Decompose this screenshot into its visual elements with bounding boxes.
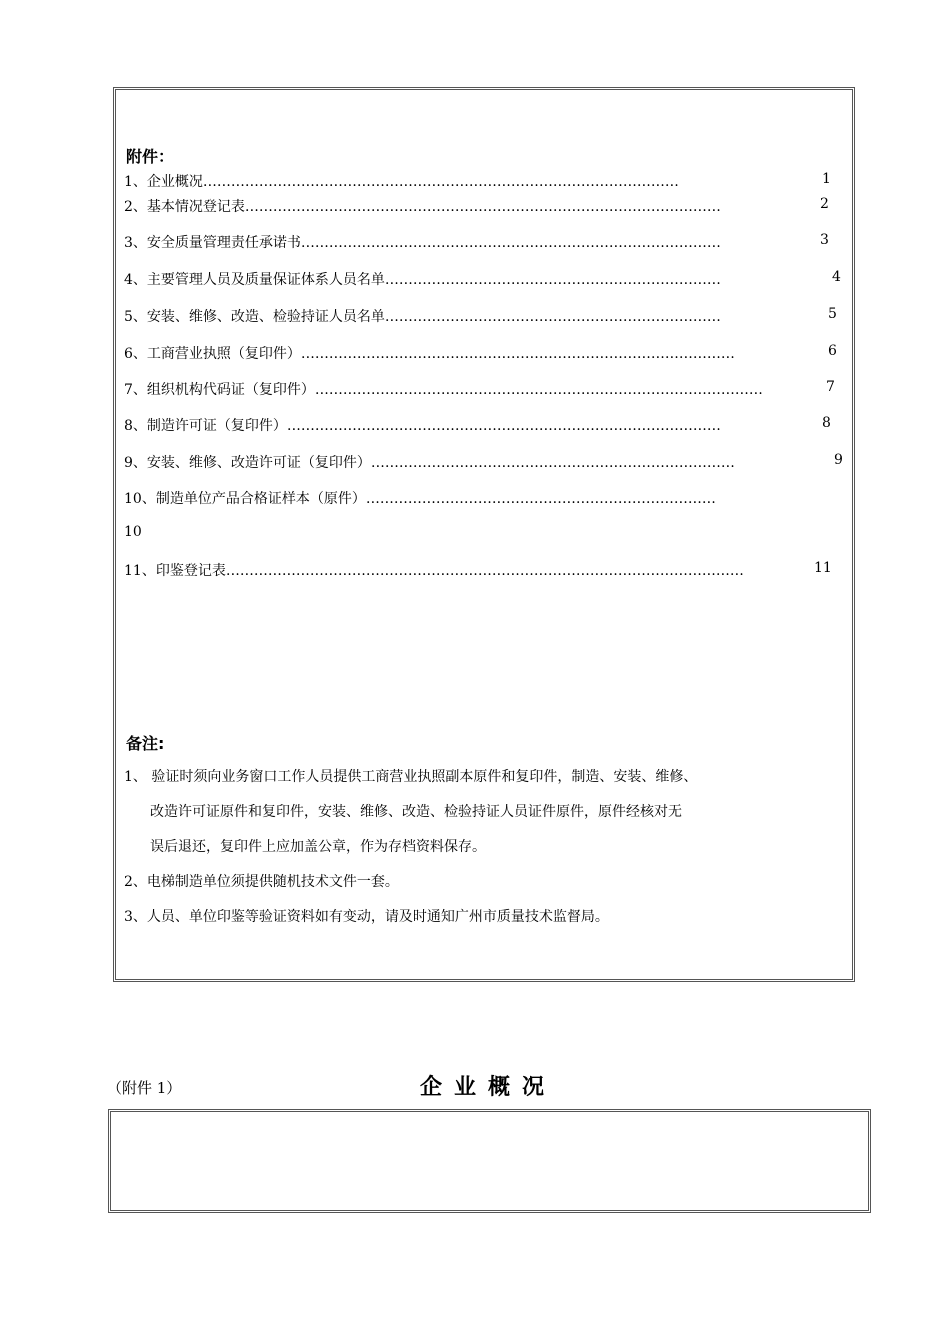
remark-line-4: 2、电梯制造单位须提供随机技术文件一套。 [124,874,399,890]
toc-item-label: 2、基本情况登记表 [124,199,245,215]
toc-page-7: 7 [826,379,835,395]
toc-page-10: 10 [124,524,142,540]
toc-item-8 [124,415,721,435]
toc-item-label: 11、印鉴登记表 [124,563,226,579]
toc-page-5: 5 [828,306,837,322]
toc-item-label: 10、制造单位产品合格证样本（原件） [124,491,366,507]
toc-page-2: 2 [820,196,829,212]
toc-page-3: 3 [820,232,829,248]
attachments-box [113,87,855,982]
toc-item-2 [124,196,721,216]
toc-item-5 [124,306,721,326]
toc-item-label: 5、安装、维修、改造、检验持证人员名单 [124,309,385,325]
remarks-heading: 备注: [126,734,165,753]
toc-item-4 [124,269,721,289]
toc-item-label: 3、安全质量管理责任承诺书 [124,235,301,251]
toc-item-label: 6、工商营业执照（复印件） [124,346,301,362]
remark-line-5: 3、人员、单位印鉴等验证资料如有变动，请及时通知广州市质量技术监督局。 [124,909,609,925]
attachment1-title: 企业概况 [420,1075,557,1100]
toc-page-4: 4 [832,269,841,285]
toc-leader: ……………………………………………………………………………… [300,235,721,251]
remark-line-1: 1、 验证时须向业务窗口工作人员提供工商营业执照副本原件和复印件，制造、安装、维修、 [124,769,698,785]
toc-page-11: 11 [814,560,832,576]
toc-item-10 [124,488,716,508]
toc-item-label: 1、企业概况 [124,174,203,190]
attachment1-label: （附件 1） [107,1079,182,1097]
remark-line-3: 误后退还，复印件上应加盖公章，作为存档资料保存。 [150,839,486,855]
toc-leader: ………………………………………………………………… [365,491,716,507]
remark-line-2: 改造许可证原件和复印件，安装、维修、改造、检验持证人员证件原件，原件经核对无 [150,804,682,820]
toc-item-label: 7、组织机构代码证（复印件） [124,382,315,398]
toc-item-6 [124,343,735,363]
toc-leader: ………………………………………………………………………………… [286,418,721,434]
toc-item-3 [124,232,721,252]
attachments-heading: 附件： [126,147,175,166]
toc-item-7 [124,379,763,399]
toc-item-label: 9、安装、维修、改造许可证（复印件） [124,455,371,471]
toc-item-9 [124,452,735,472]
toc-leader: ………………………………………………………………………………………………… [225,563,744,579]
toc-item-11 [124,560,744,580]
toc-leader: ……………………………………………………………… [384,272,721,288]
toc-leader: ………………………………………………………………………………………… [202,174,679,190]
toc-item-1 [124,171,679,191]
company-overview-box [108,1109,871,1213]
toc-leader: ………………………………………………………………………………… [300,346,735,362]
toc-leader: ……………………………………………………………… [384,309,721,325]
toc-page-8: 8 [822,415,831,431]
toc-item-label: 8、制造许可证（复印件） [124,418,287,434]
toc-item-label: 4、主要管理人员及质量保证体系人员名单 [124,272,385,288]
toc-leader: …………………………………………………………………… [370,455,735,471]
toc-leader: …………………………………………………………………………………… [314,382,763,398]
toc-page-6: 6 [828,343,837,359]
toc-page-9: 9 [834,452,843,468]
toc-page-1: 1 [822,171,831,187]
toc-leader: ………………………………………………………………………………………… [244,199,721,215]
